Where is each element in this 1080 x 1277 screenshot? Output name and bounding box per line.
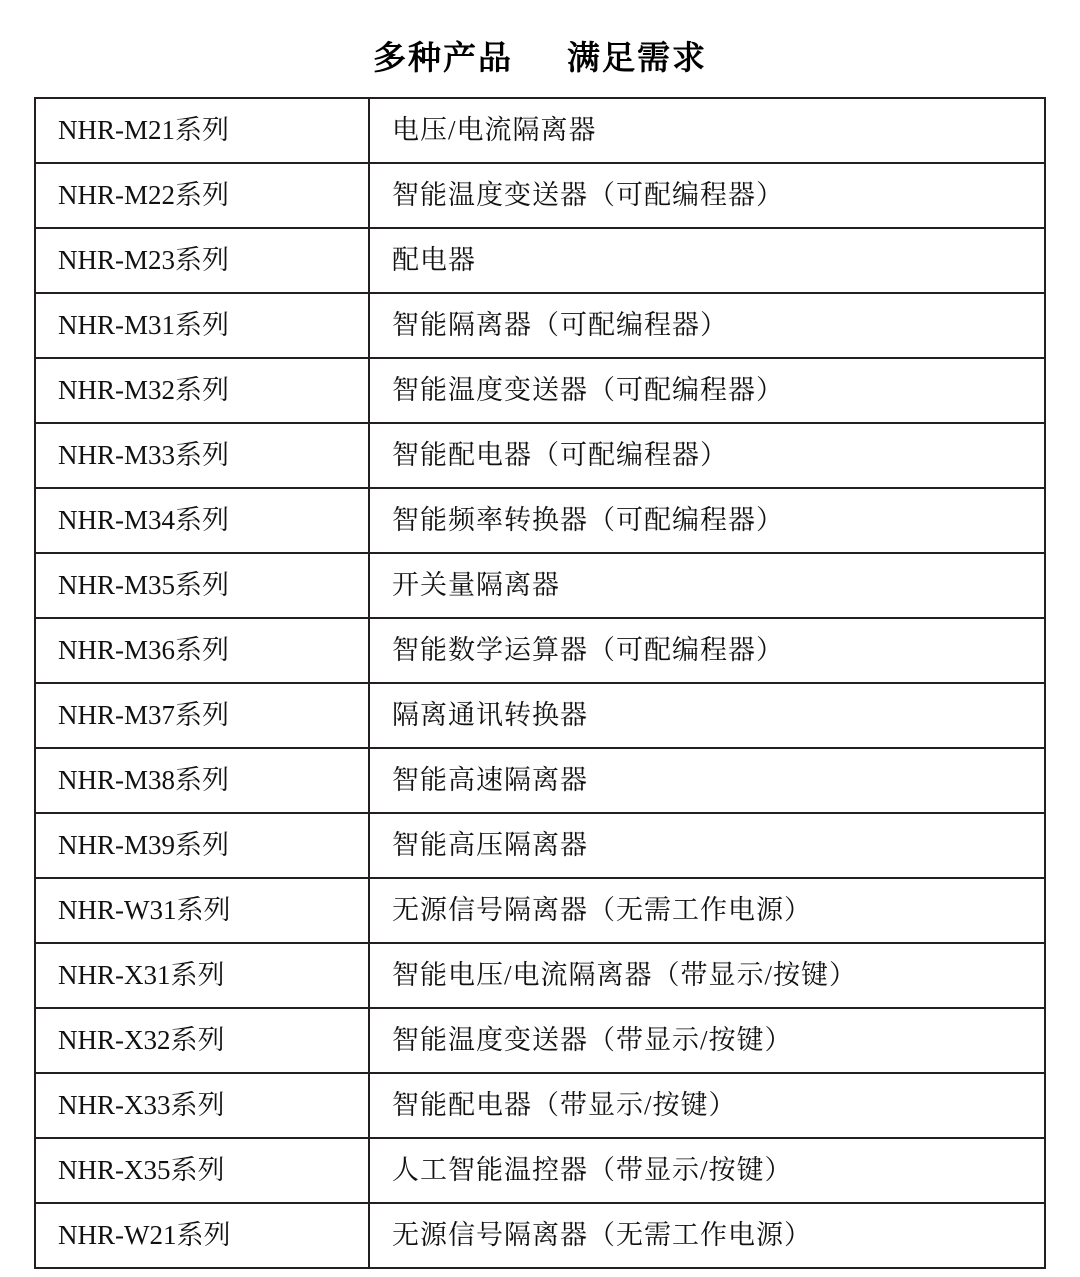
- cell-description: 智能电压/电流隔离器（带显示/按键）: [369, 943, 1045, 1008]
- table-row: [35, 1138, 1045, 1203]
- cell-model: NHR-M32系列: [35, 358, 369, 423]
- cell-model: NHR-M39系列: [35, 813, 369, 878]
- cell-model: NHR-M33系列: [35, 423, 369, 488]
- cell-description: 智能配电器（带显示/按键）: [369, 1073, 1045, 1138]
- cell-model: NHR-M37系列: [35, 683, 369, 748]
- cell-model: NHR-M23系列: [35, 228, 369, 293]
- cell-description: 智能温度变送器（可配编程器）: [369, 163, 1045, 228]
- cell-model: NHR-X32系列: [35, 1008, 369, 1073]
- cell-description: 智能隔离器（可配编程器）: [369, 293, 1045, 358]
- table-row: [35, 1203, 1045, 1268]
- cell-description: 无源信号隔离器（无需工作电源）: [369, 878, 1045, 943]
- table-row: [35, 1073, 1045, 1138]
- cell-description: 人工智能温控器（带显示/按键）: [369, 1138, 1045, 1203]
- product-table-wrapper: [34, 97, 1046, 1269]
- cell-description: 隔离通讯转换器: [369, 683, 1045, 748]
- cell-description: 配电器: [369, 228, 1045, 293]
- cell-model: NHR-M36系列: [35, 618, 369, 683]
- cell-model: NHR-M38系列: [35, 748, 369, 813]
- table-row: [35, 293, 1045, 358]
- cell-model: NHR-X35系列: [35, 1138, 369, 1203]
- cell-description: 智能温度变送器（带显示/按键）: [369, 1008, 1045, 1073]
- cell-description: 智能频率转换器（可配编程器）: [369, 488, 1045, 553]
- table-row: [35, 943, 1045, 1008]
- table-row: [35, 98, 1045, 163]
- cell-description: 智能配电器（可配编程器）: [369, 423, 1045, 488]
- cell-model: NHR-X31系列: [35, 943, 369, 1008]
- table-row: [35, 813, 1045, 878]
- table-row: [35, 423, 1045, 488]
- cell-model: NHR-M35系列: [35, 553, 369, 618]
- table-row: [35, 358, 1045, 423]
- page-title: 多种产品 满足需求: [373, 38, 707, 77]
- table-row: [35, 553, 1045, 618]
- cell-description: 无源信号隔离器（无需工作电源）: [369, 1203, 1045, 1268]
- table-row: [35, 488, 1045, 553]
- table-row: [35, 683, 1045, 748]
- cell-model: NHR-M22系列: [35, 163, 369, 228]
- cell-model: NHR-M31系列: [35, 293, 369, 358]
- table-row: [35, 748, 1045, 813]
- cell-description: 智能高速隔离器: [369, 748, 1045, 813]
- cell-model: NHR-W21系列: [35, 1203, 369, 1268]
- table-row: [35, 618, 1045, 683]
- cell-description: 开关量隔离器: [369, 553, 1045, 618]
- product-table: [34, 97, 1046, 1269]
- table-row: [35, 878, 1045, 943]
- cell-description: 智能温度变送器（可配编程器）: [369, 358, 1045, 423]
- cell-model: NHR-M21系列: [35, 98, 369, 163]
- cell-model: NHR-W31系列: [35, 878, 369, 943]
- table-row: [35, 1008, 1045, 1073]
- cell-description: 电压/电流隔离器: [369, 98, 1045, 163]
- cell-description: 智能数学运算器（可配编程器）: [369, 618, 1045, 683]
- table-row: [35, 228, 1045, 293]
- cell-model: NHR-M34系列: [35, 488, 369, 553]
- table-row: [35, 163, 1045, 228]
- product-table-body: [35, 98, 1045, 1268]
- cell-description: 智能高压隔离器: [369, 813, 1045, 878]
- cell-model: NHR-X33系列: [35, 1073, 369, 1138]
